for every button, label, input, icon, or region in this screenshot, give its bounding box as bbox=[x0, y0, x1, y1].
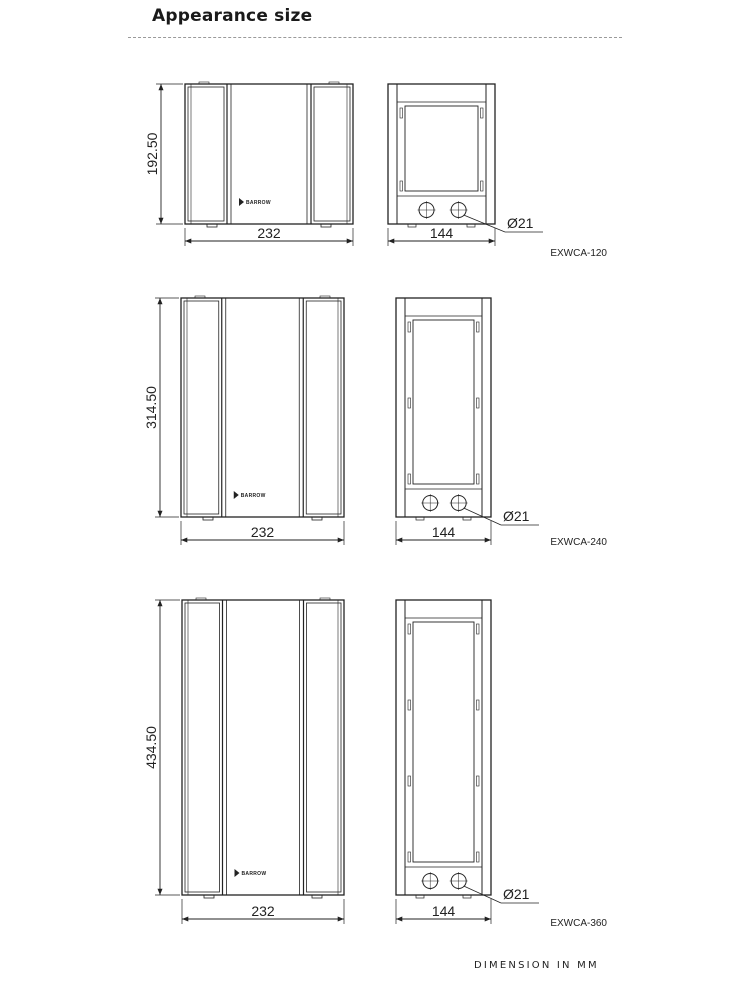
port-diameter-label: Ø21 bbox=[503, 508, 530, 524]
mounting-slot bbox=[477, 776, 480, 786]
units-note: DIMENSION IN MM bbox=[474, 960, 599, 971]
mounting-slot bbox=[477, 700, 480, 710]
height-label: 192.50 bbox=[144, 132, 160, 176]
mounting-slot bbox=[408, 398, 411, 408]
mounting-slot bbox=[400, 108, 403, 118]
front-left-band bbox=[184, 301, 219, 514]
front-view bbox=[182, 598, 344, 898]
front-left-band bbox=[188, 87, 224, 221]
width-label: 232 bbox=[257, 225, 281, 241]
side-view bbox=[396, 298, 491, 520]
side-inner-panel bbox=[405, 106, 478, 191]
model-name-label: EXWCA-360 bbox=[550, 918, 607, 929]
side-inner-panel bbox=[413, 320, 474, 484]
front-outline bbox=[181, 298, 344, 517]
mounting-slot bbox=[477, 322, 480, 332]
port-diameter-label: Ø21 bbox=[503, 886, 530, 902]
brand-logo-text: BARROW bbox=[246, 200, 271, 206]
mounting-slot bbox=[477, 398, 480, 408]
mounting-slot bbox=[400, 181, 403, 191]
mounting-slot bbox=[408, 700, 411, 710]
side-outline bbox=[388, 84, 495, 224]
brand-logo-icon bbox=[234, 491, 239, 499]
front-right-band bbox=[307, 603, 342, 892]
mounting-slot bbox=[481, 181, 484, 191]
depth-label: 144 bbox=[431, 524, 456, 540]
front-view bbox=[181, 296, 344, 520]
brand-logo-text: BARROW bbox=[241, 871, 267, 877]
mounting-slot bbox=[477, 852, 480, 862]
mounting-slot bbox=[477, 624, 480, 634]
side-inner-panel bbox=[413, 622, 474, 862]
mounting-slot bbox=[481, 108, 484, 118]
front-left-band bbox=[185, 603, 220, 892]
side-outline bbox=[396, 600, 491, 895]
mounting-slot bbox=[408, 776, 411, 786]
mounting-slot bbox=[408, 624, 411, 634]
page-title: Appearance size bbox=[152, 6, 313, 26]
model-drawing-3 bbox=[143, 598, 607, 929]
model-name-label: EXWCA-120 bbox=[550, 248, 607, 259]
model-name-label: EXWCA-240 bbox=[550, 537, 607, 548]
depth-label: 144 bbox=[431, 903, 456, 919]
side-view bbox=[388, 84, 495, 227]
mounting-slot bbox=[408, 474, 411, 484]
brand-logo-text: BARROW bbox=[240, 493, 266, 499]
mounting-slot bbox=[408, 852, 411, 862]
brand-logo-icon bbox=[239, 198, 244, 206]
mounting-slot bbox=[477, 474, 480, 484]
width-label: 232 bbox=[250, 524, 275, 540]
width-label: 232 bbox=[251, 903, 275, 919]
front-right-band bbox=[314, 87, 350, 221]
front-view bbox=[185, 82, 353, 227]
port-diameter-label: Ø21 bbox=[507, 215, 534, 231]
model-drawing-2 bbox=[143, 296, 607, 548]
mounting-slot bbox=[408, 322, 411, 332]
height-label: 314.50 bbox=[143, 386, 159, 429]
brand-logo-icon bbox=[235, 869, 240, 877]
front-right-band bbox=[306, 301, 341, 514]
front-outline bbox=[182, 600, 344, 895]
height-label: 434.50 bbox=[143, 726, 159, 769]
model-drawing-1 bbox=[144, 82, 607, 259]
depth-label: 144 bbox=[429, 225, 454, 241]
side-view bbox=[396, 600, 491, 898]
